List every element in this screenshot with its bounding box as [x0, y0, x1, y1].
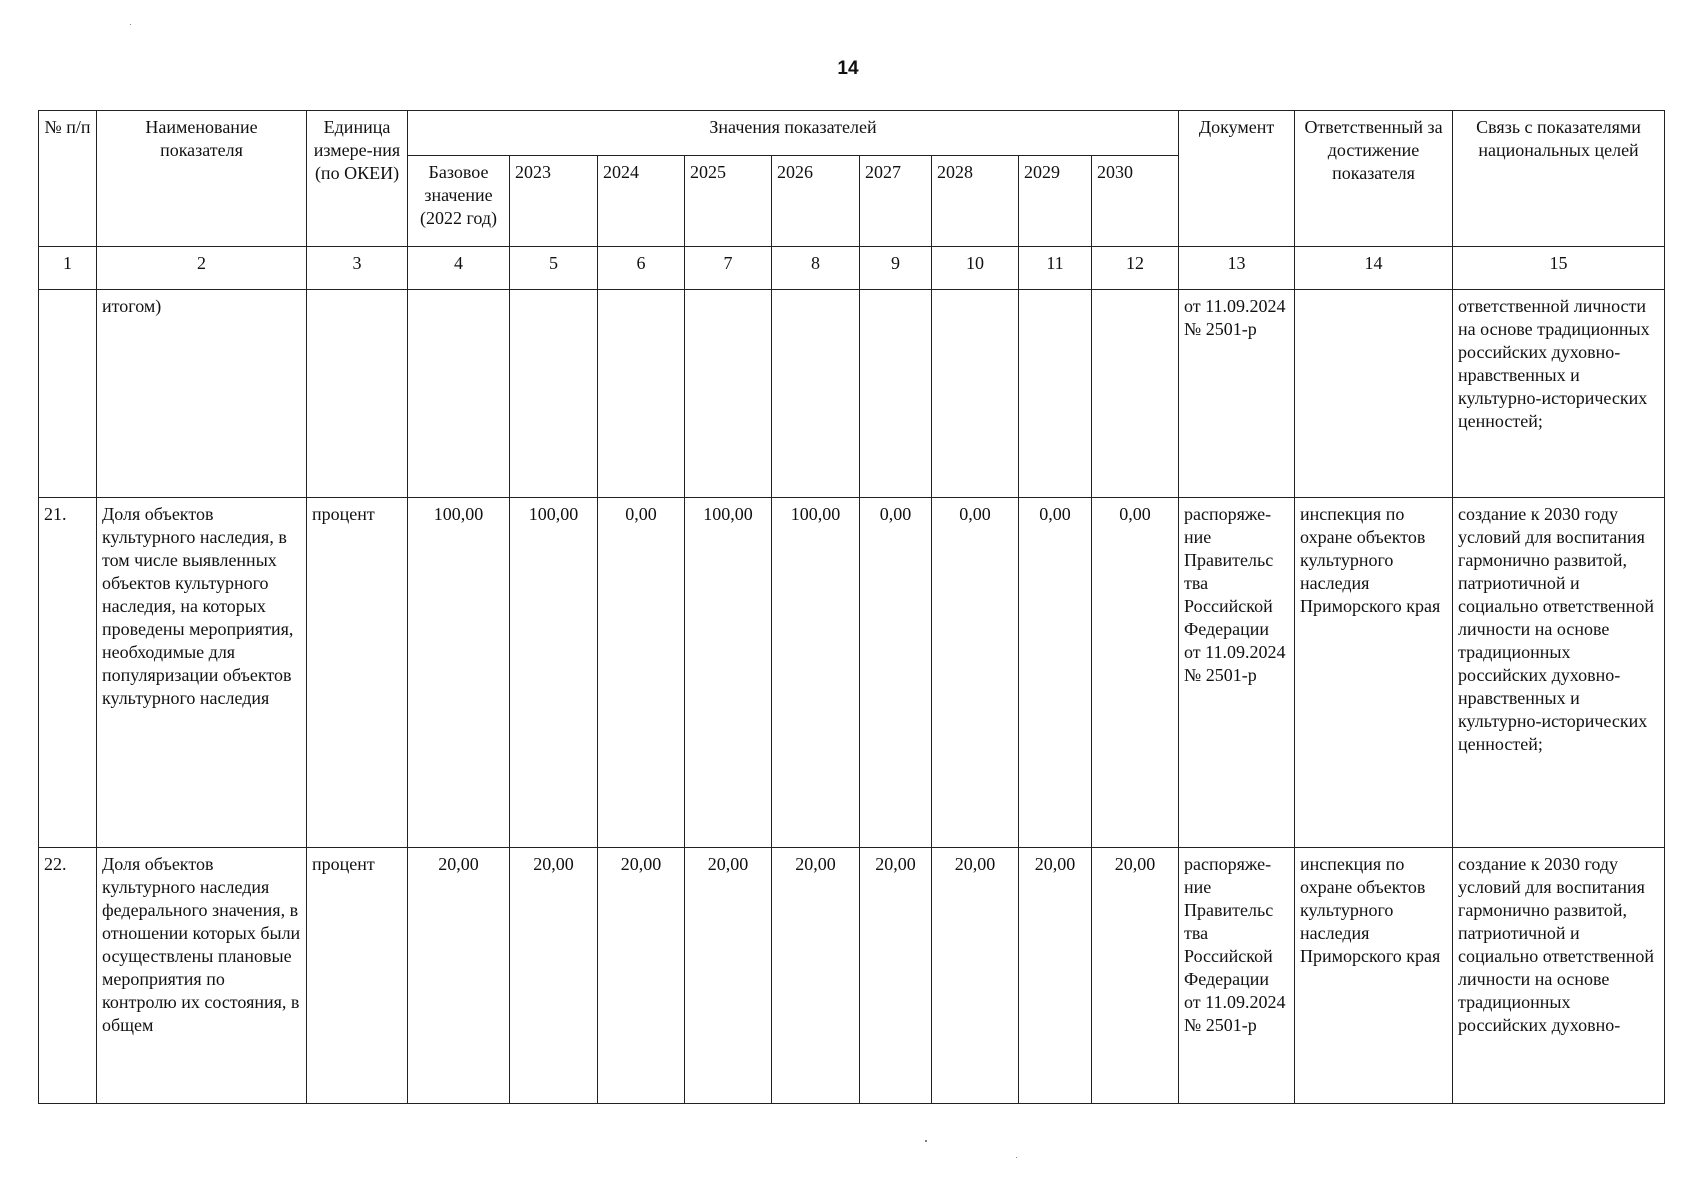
- row-unit: процент: [307, 498, 408, 848]
- column-number: 8: [772, 247, 860, 290]
- header-year: 2029: [1019, 156, 1092, 247]
- column-number: 9: [860, 247, 932, 290]
- row-value: [408, 290, 510, 498]
- row-unit: процент: [307, 848, 408, 1104]
- row-num: [39, 290, 97, 498]
- row-value: [510, 290, 598, 498]
- row-responsible: инспекция по охране объектов культурного наследия Приморского края: [1295, 848, 1453, 1104]
- row-responsible: [1295, 290, 1453, 498]
- column-number: 7: [685, 247, 772, 290]
- row-value: 20,00: [860, 848, 932, 1104]
- row-name: Доля объектов культурного наследия федерального значения, в отношении которых были осуществлены плановые мероприятия по контролю их состояния, в общем: [97, 848, 307, 1104]
- row-name: итогом): [97, 290, 307, 498]
- row-value: 20,00: [408, 848, 510, 1104]
- row-document: распоряже-ние Правительс тва Российской Федерации от 11.09.2024 № 2501-р: [1179, 848, 1295, 1104]
- row-num: 21.: [39, 498, 97, 848]
- header-responsible: Ответственный за достижение показателя: [1295, 111, 1453, 247]
- row-value: 100,00: [685, 498, 772, 848]
- column-number: 13: [1179, 247, 1295, 290]
- scan-speck: [1016, 1157, 1017, 1158]
- indicators-table: [38, 110, 1665, 1104]
- row-value: 0,00: [598, 498, 685, 848]
- row-responsible: инспекция по охране объектов культурного наследия Приморского края: [1295, 498, 1453, 848]
- row-unit: [307, 290, 408, 498]
- column-number: 4: [408, 247, 510, 290]
- row-value: 20,00: [685, 848, 772, 1104]
- header-year: 2028: [932, 156, 1019, 247]
- row-document: распоряже-ние Правительс тва Российской Федерации от 11.09.2024 № 2501-р: [1179, 498, 1295, 848]
- row-value: 20,00: [932, 848, 1019, 1104]
- header-values-group: Значения показателей: [408, 111, 1179, 156]
- row-link: создание к 2030 году условий для воспитания гармонично развитой, патриотичной и социально ответственной личности на основе традиционных российских духовно-нравственных и культурно-исторических ценностей;: [1453, 498, 1665, 848]
- row-value: [860, 290, 932, 498]
- column-number: 10: [932, 247, 1019, 290]
- row-link: ответственной личности на основе традиционных российских духовно-нравственных и культурно-исторических ценностей;: [1453, 290, 1665, 498]
- row-value: 0,00: [932, 498, 1019, 848]
- row-value: [772, 290, 860, 498]
- header-year: 2024: [598, 156, 685, 247]
- row-value: 0,00: [1019, 498, 1092, 848]
- row-num: 22.: [39, 848, 97, 1104]
- header-year: 2025: [685, 156, 772, 247]
- page-number: 14: [837, 58, 859, 79]
- scan-speck: [130, 24, 131, 25]
- row-value: [598, 290, 685, 498]
- column-number: 6: [598, 247, 685, 290]
- column-number: 1: [39, 247, 97, 290]
- row-value: [1019, 290, 1092, 498]
- row-value: 0,00: [1092, 498, 1179, 848]
- table-row: [39, 848, 1665, 1104]
- header-year: 2026: [772, 156, 860, 247]
- row-value: [685, 290, 772, 498]
- header-year: 2027: [860, 156, 932, 247]
- row-value: 100,00: [772, 498, 860, 848]
- table-row: [39, 498, 1665, 848]
- column-number-row: [39, 247, 1665, 290]
- row-value: [1092, 290, 1179, 498]
- header-unit: Единица измере-ния (по ОКЕИ): [307, 111, 408, 247]
- column-number: 3: [307, 247, 408, 290]
- row-value: 20,00: [772, 848, 860, 1104]
- column-number: 14: [1295, 247, 1453, 290]
- header-num: № п/п: [39, 111, 97, 247]
- row-document: от 11.09.2024 № 2501-р: [1179, 290, 1295, 498]
- row-link: создание к 2030 году условий для воспитания гармонично развитой, патриотичной и социально ответственной личности на основе традиционных российских духовно-: [1453, 848, 1665, 1104]
- header-row-top: [39, 111, 1665, 156]
- row-value: 20,00: [598, 848, 685, 1104]
- row-value: 20,00: [1019, 848, 1092, 1104]
- column-number: 11: [1019, 247, 1092, 290]
- table-row: [39, 290, 1665, 498]
- row-value: 0,00: [860, 498, 932, 848]
- row-value: [932, 290, 1019, 498]
- column-number: 2: [97, 247, 307, 290]
- header-year: 2023: [510, 156, 598, 247]
- header-name: Наименование показателя: [97, 111, 307, 247]
- header-year: 2030: [1092, 156, 1179, 247]
- row-value: 20,00: [510, 848, 598, 1104]
- row-value: 100,00: [510, 498, 598, 848]
- row-value: 20,00: [1092, 848, 1179, 1104]
- column-number: 12: [1092, 247, 1179, 290]
- column-number: 5: [510, 247, 598, 290]
- scan-speck: [925, 1140, 927, 1142]
- row-name: Доля объектов культурного наследия, в том числе выявленных объектов культурного наследия, на которых проведены мероприятия, необходимые для популяризации объектов культурного наследия: [97, 498, 307, 848]
- row-value: 100,00: [408, 498, 510, 848]
- header-link: Связь с показателями национальных целей: [1453, 111, 1665, 247]
- column-number: 15: [1453, 247, 1665, 290]
- header-document: Документ: [1179, 111, 1295, 247]
- header-base: Базовое значение (2022 год): [408, 156, 510, 247]
